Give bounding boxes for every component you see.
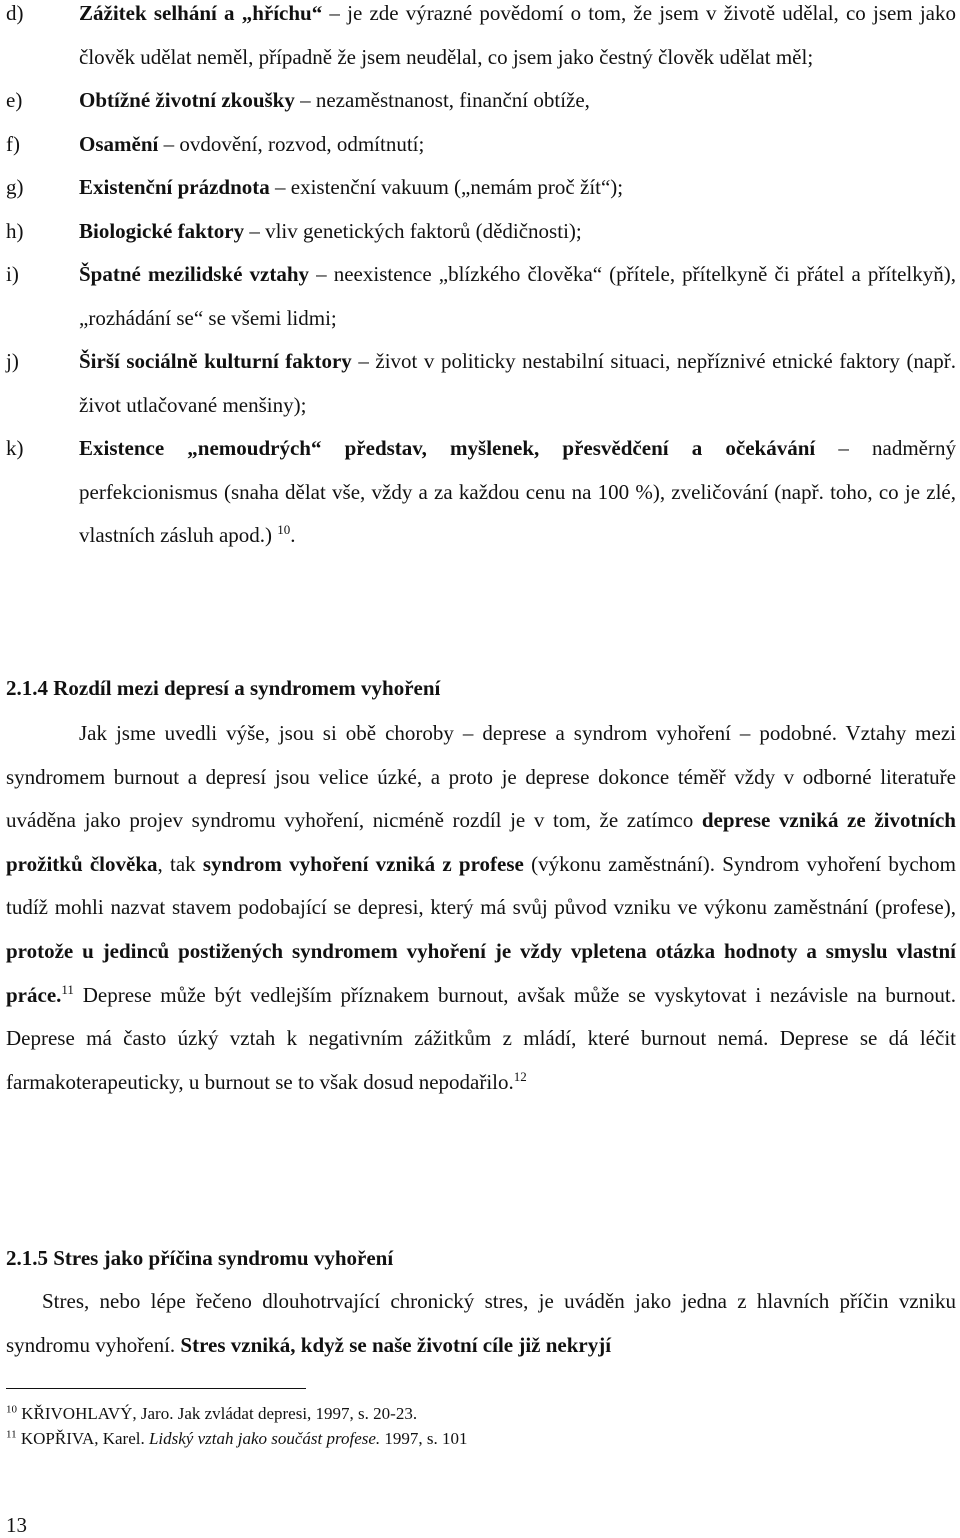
- para-bold: protože u jedinců postižených syndromem vyhoření je vždy vpletena otázka hodnoty a smyslu vlastní práce.: [6, 938, 956, 1007]
- list-term: Obtížné životní zkoušky: [79, 88, 295, 112]
- footnote-text: KŘIVOHLAVÝ, Jaro. Jak zvládat depresi, 1997, s. 20-23.: [21, 1404, 418, 1423]
- para-text: (výkonu zaměstnání). Syndrom vyhoření bychom tudíž mohli nazvat stavem podobající se depresi, který má svůj původ vzniku ve výkonu zaměstnání (profese),: [6, 851, 956, 920]
- para-bold: Stres vzniká, když se naše životní cíle již nekryjí: [180, 1332, 612, 1357]
- list-term: Existence „nemoudrých“ představ, myšlenek, přesvědčení a očekávání: [79, 436, 816, 460]
- page-number: 13: [6, 1513, 27, 1537]
- list-item: [6, 123, 956, 167]
- list-desc: – vliv genetických faktorů (dědičnosti);: [244, 218, 582, 243]
- footnote-text: KOPŘIVA, Karel.: [20, 1429, 149, 1448]
- list-term: Zážitek selhání a „hříchu“: [79, 1, 323, 25]
- footnote-separator: [6, 1388, 306, 1389]
- list-text: [79, 166, 956, 210]
- section-paragraph: [6, 1280, 956, 1367]
- causes-list: [6, 0, 956, 558]
- list-term: Osamění: [79, 131, 159, 156]
- para-bold: syndrom vyhoření vzniká z profese: [202, 851, 524, 876]
- footnote: [6, 1428, 468, 1450]
- para-text: Stres, nebo lépe řečeno dlouhotrvající chronický stres, je uváděn jako jedna z hlavních příčin vzniku syndromu vyhoření.: [6, 1289, 956, 1357]
- footnote-ref: 11: [61, 981, 74, 997]
- footnote-title: Lidský vztah jako součást profese.: [148, 1429, 381, 1448]
- list-desc: – nezaměstnanost, finanční obtíže,: [294, 88, 590, 112]
- list-term: Širší sociálně kulturní faktory: [79, 349, 352, 373]
- list-marker: f): [6, 131, 20, 156]
- list-item: [6, 0, 956, 79]
- list-item: [6, 340, 956, 427]
- list-desc: – život v politicky nestabilní situaci, nepříznivé etnické faktory (např. život utlačované menšiny);: [79, 349, 956, 417]
- para-text: , tak: [157, 851, 203, 876]
- footnote-text: 1997, s. 101: [380, 1429, 468, 1448]
- footnote-number: 11: [6, 1428, 17, 1441]
- list-marker: d): [6, 1, 24, 25]
- list-desc: – ovdovění, rozvod, odmítnutí;: [158, 131, 425, 156]
- list-term: Existenční prázdnota: [79, 175, 270, 199]
- para-text: Deprese může být vedlejším příznakem burnout, avšak může se vyskytovat i nezávisle na burnout. Deprese má často úzký vztah k negativním zážitkům z mládí, které burnout nemá. Deprese se dá léčit farmakoterapeuticky, u burnout se to však dosud nepodařilo.: [6, 982, 956, 1094]
- list-text: [79, 253, 956, 340]
- list-term: Biologické faktory: [79, 218, 245, 243]
- list-text: [79, 0, 956, 79]
- list-term: Špatné mezilidské vztahy: [79, 262, 310, 286]
- list-marker: g): [6, 175, 24, 199]
- list-text: [79, 340, 956, 427]
- list-marker: j): [6, 349, 19, 373]
- list-desc: – nadměrný perfekcionismus (snaha dělat vše, vždy a za každou cenu na 100 %), zveličování (např. toho, co je zlé, vlastních zásluh apod.): [79, 436, 956, 547]
- list-item: [6, 166, 956, 210]
- footnote-number: 10: [6, 1403, 17, 1416]
- list-marker: i): [6, 262, 19, 286]
- para-bold: deprese vzniká ze životních prožitků člověka: [6, 808, 956, 876]
- list-text: [79, 123, 956, 167]
- list-desc: – existenční vakuum („nemám proč žít“);: [269, 175, 624, 199]
- footnote-ref: 10: [277, 522, 291, 537]
- list-desc: – neexistence „blízkého člověka“ (přítele, přítelkyně či přátel a přítelkyň), „rozhádání se“ se všemi lidmi;: [79, 262, 956, 330]
- list-item: [6, 210, 956, 254]
- list-text: [79, 79, 956, 123]
- para-text: Jak jsme uvedli výše, jsou si obě choroby – deprese a syndrom vyhoření – podobné. Vztahy mezi syndromem burnout a depresí jsou velice úzké, a proto je deprese dokonce téměř vždy v odborné literatuře uváděna jako projev syndromu vyhoření, nicméně rozdíl je v tom, že zatímco: [6, 721, 956, 833]
- list-desc: – je zde výrazné povědomí o tom, že jsem v životě udělal, co jsem jako člověk udělat neměl, případně že jsem neudělal, co jsem jako čestný člověk udělat měl;: [79, 1, 956, 69]
- section-paragraph: [6, 712, 956, 1104]
- footnote-ref: 12: [513, 1068, 527, 1084]
- list-item: [6, 79, 956, 123]
- list-text: [79, 210, 956, 254]
- footnote: [6, 1403, 417, 1425]
- list-marker: e): [6, 88, 23, 112]
- list-marker: k): [6, 436, 24, 460]
- section-heading: 2.1.4 Rozdíl mezi depresí a syndromem vyhoření: [6, 676, 441, 700]
- list-item: [6, 253, 956, 340]
- list-tail: .: [290, 523, 296, 547]
- list-item: [6, 427, 956, 558]
- list-marker: h): [6, 218, 24, 243]
- section-heading: 2.1.5 Stres jako příčina syndromu vyhoření: [6, 1246, 394, 1270]
- list-text: [79, 427, 956, 558]
